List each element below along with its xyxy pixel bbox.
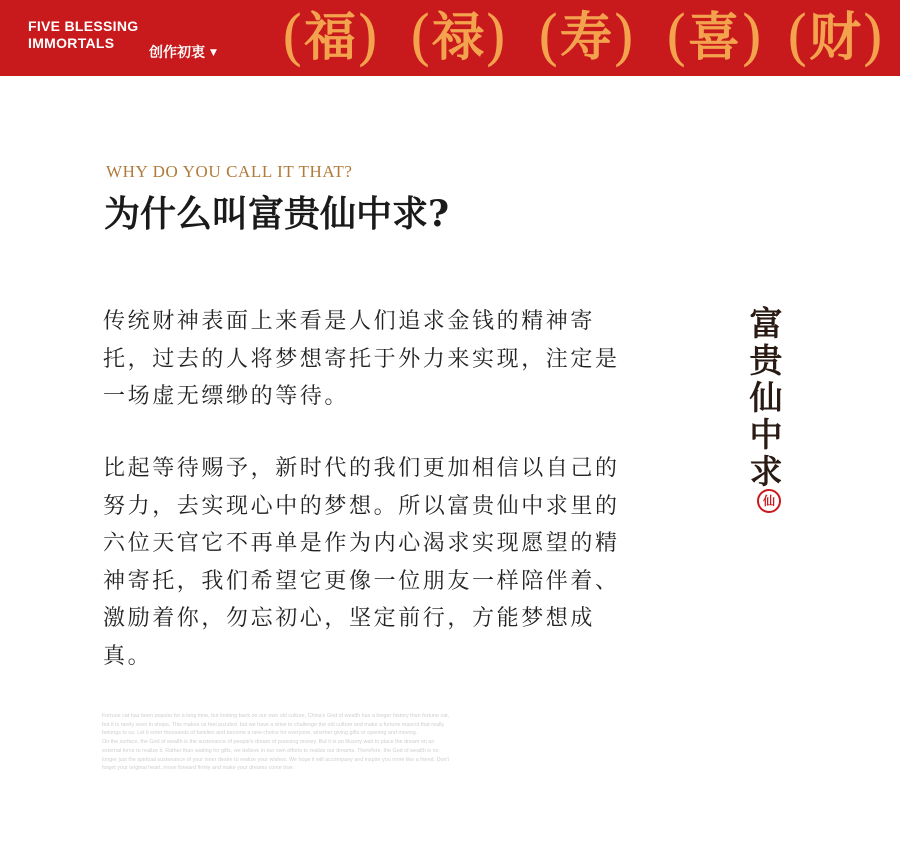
- logo-char: 求: [749, 452, 783, 491]
- small-print-line: but it is rarely seen in shops. This makes us feel puzzled, but we have a drive to challenge the old culture and make a fortune mascot that really: [102, 721, 445, 728]
- logo-char: 贵: [749, 341, 783, 380]
- calligraphy-logo: [744, 305, 788, 490]
- logo-char: 仙: [749, 378, 783, 417]
- english-description: [102, 712, 552, 773]
- blessing-char: 禄: [431, 7, 484, 68]
- seal-stamp: 仙: [757, 489, 781, 513]
- menu-label: 创作初衷: [149, 45, 205, 61]
- blessing-shou: ( 寿 ): [536, 3, 636, 73]
- brand-line-2: IMMORTALS: [28, 35, 115, 51]
- blessing-char: 寿: [559, 7, 612, 68]
- small-print-line: forget your original heart, move forward firmly and make your dreams come true.: [102, 765, 295, 772]
- caret-down-icon: ▼: [210, 48, 217, 58]
- paragraph-1: 传统财神表面上来看是人们追求金钱的精神寄托，过去的人将梦想寄托于外力来实现，注定是一场虚无缥缈的等待。: [103, 309, 620, 409]
- page-title: 为什么叫富贵仙中求?: [104, 193, 450, 235]
- brand-logo[interactable]: [28, 18, 138, 52]
- blessing-lu: ( 禄 ): [408, 3, 508, 73]
- logo-char: 富: [749, 304, 783, 343]
- menu-dropdown[interactable]: [149, 44, 217, 62]
- brand-line-1: FIVE BLESSING: [28, 18, 139, 34]
- small-print-line: longer just the spiritual sustenance of your inner desire to realize your wishes. We hope it will accompany and inspire you more like a friend. Don't: [102, 756, 450, 763]
- blessing-char: 福: [303, 7, 356, 68]
- blessing-fu: ( 福 ): [280, 3, 380, 73]
- logo-char: 中: [749, 415, 783, 454]
- small-print-line: external force to realize it. Rather than waiting for gifts, we believe in our own efforts to realize our dreams. Therefore, the God of wealth is no: [102, 747, 439, 754]
- blessing-cai: ( 财 ): [785, 3, 885, 73]
- blessing-char: 财: [808, 7, 861, 68]
- blessing-char: 喜: [687, 7, 740, 68]
- small-print-line: On the surface, the God of wealth is the sustenance of people's dream of pursuing money. But it is an illusory wait to place the dream on an: [102, 739, 435, 746]
- blessing-xi: ( 喜 ): [664, 3, 764, 73]
- small-print-line: Fortune cat has been popular for a long time, but looking back on our own old culture, China's God of wealth has a longer history than fortune cat,: [102, 713, 450, 719]
- top-banner: [0, 0, 900, 76]
- section-subtitle: WHY DO YOU CALL IT THAT?: [106, 162, 353, 181]
- paragraph-2: 比起等待赐予，新时代的我们更加相信以自己的努力，去实现心中的梦想。所以富贵仙中求里的六位天官它不再单是作为内心渴求实现愿望的精神寄托，我们希望它更像一位朋友一样陪伴着、激励着你，勿忘初心，坚定前行，方能梦想成真。: [103, 456, 620, 669]
- small-print-line: belongs to us. Let it enter thousands of families and become a new choice for everyone, whether giving gifts or opening and moving.: [102, 730, 418, 737]
